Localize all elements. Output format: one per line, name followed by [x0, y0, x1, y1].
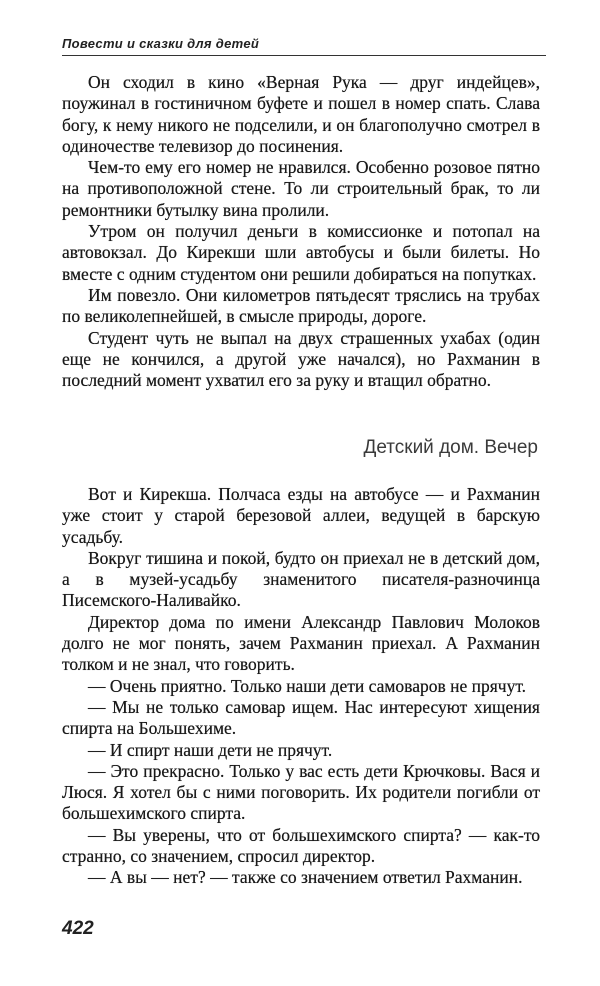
paragraph: Студент чуть не выпал на двух страшенных ухабах (один еще не кончился, а другой уже начался), но Рахманин в последний момент ухватил его за руку и втащил обратно.: [62, 327, 540, 391]
running-header: Повести и сказки для детей: [62, 36, 260, 51]
paragraph: Чем-то ему его номер не нравился. Особенно розовое пятно на противоположной стене. То ли строительный брак, то ли ремонтники бутылку вина пролили.: [62, 157, 540, 220]
paragraph: — Это прекрасно. Только у вас есть дети Крючковы. Вася и Люся. Я хотел бы с ними поговорить. Их родители погибли от большехимского спирта.: [62, 760, 540, 824]
paragraph: Директор дома по имени Александр Павлович Молоков долго не мог понять, зачем Рахманин приехал. А Рахманин толком и не знал, что говорить.: [62, 611, 540, 675]
section1-text: [62, 72, 540, 391]
paragraph: Им повезло. Они километров пятьдесят тряслись на трубах по великолепнейшей, в смысле природы, дороге.: [62, 284, 540, 327]
paragraph: — А вы — нет? — также со значением ответил Рахманин.: [88, 867, 523, 888]
paragraph: Он сходил в кино «Верная Рука — друг индейцев», поужинал в гостиничном буфете и пошел в номер спать. Слава богу, к нему никого не подселили, и он благополучно смотрел в одиночестве телевизор до посинения.: [62, 72, 540, 156]
paragraph: — Мы не только самовар ищем. Нас интересуют хищения спирта на Большехиме.: [62, 696, 540, 739]
paragraph: Вот и Кирекша. Полчаса езды на автобусе — и Рахманин уже стоит у старой березовой аллеи, ведущей в барскую усадьбу.: [62, 484, 540, 547]
paragraph: — Вы уверены, что от большехимского спирта? — как-то странно, со значением, спросил директор.: [62, 824, 540, 867]
section2-text: [62, 484, 540, 889]
paragraph: — И спирт наши дети не прячут.: [88, 739, 333, 760]
paragraph: Утром он получил деньги в комиссионке и потопал на автовокзал. До Кирекши шли автобусы и были билеты. Но вместе с одним студентом они решили добираться на попутках.: [62, 221, 540, 284]
header-rule: [62, 55, 546, 56]
paragraph: — Очень приятно. Только наши дети самоваров не прячут.: [88, 675, 527, 696]
page-number: 422: [62, 918, 94, 939]
section-title: Детский дом. Вечер: [363, 437, 538, 458]
paragraph: Вокруг тишина и покой, будто он приехал не в детский дом, а в музей-усадьбу знаменитого писателя-разночинца Писемского-Наливайко.: [62, 547, 540, 611]
